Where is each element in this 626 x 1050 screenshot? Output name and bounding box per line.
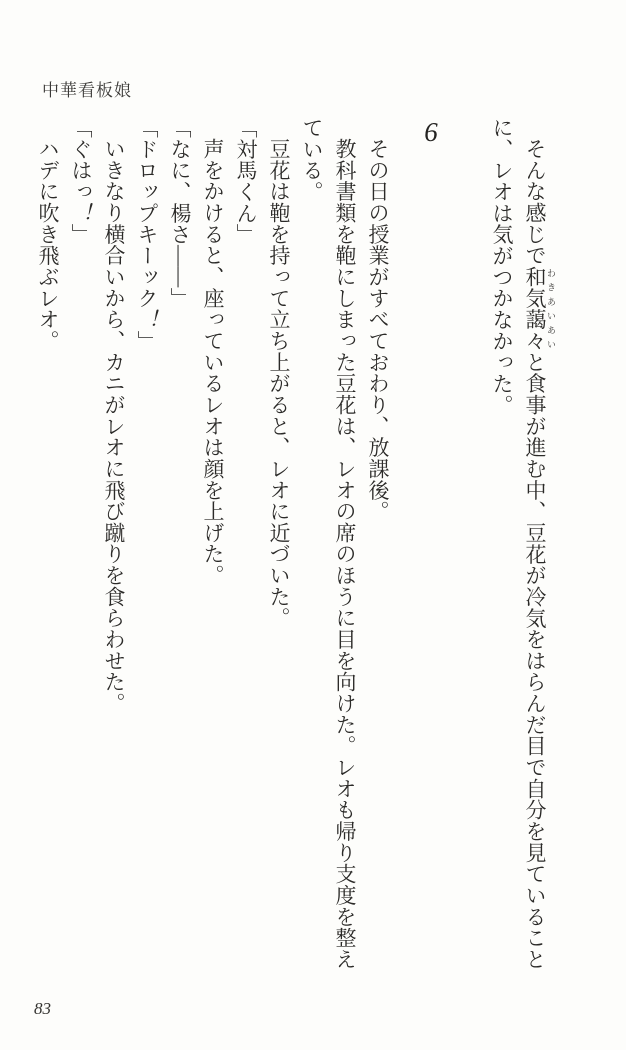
text-segment: 「なに、楊さ――」 [168,117,192,309]
chapter-number: 6 [416,117,446,148]
text-segment: 豆花は鞄を持って立ち上がると、レオに近づいた。 [267,138,291,629]
text-segment: 「対馬くん」 [234,117,258,245]
narration-line [361,117,394,972]
ruby-annotated-text [523,265,556,352]
dialogue-line [229,117,262,972]
narration-line [97,117,130,972]
dialogue-line [64,117,97,972]
text-segment: 「ドロップキーック [135,117,159,309]
text-segment: 教科書類を鞄にしまった豆花は、レオの席のほうに目を向けた。レオも帰り支度を整えている。 [300,117,357,970]
dialogue-line [130,117,163,972]
text-segment: 「ぐはっ [69,117,93,203]
running-header-title: 中華看板娘 [42,81,132,100]
text-segment: ！ [135,308,159,331]
ruby-reading: わきあいあい [546,265,556,352]
text-segment: 」 [135,330,159,352]
narration-line [485,117,556,972]
text-segment: 声をかけると、座っているレオは顔を上げた。 [201,138,225,586]
ruby-base: 和気藹々 [523,265,547,352]
narration-line [295,117,361,972]
page-body [31,117,556,972]
text-segment: ！ [69,202,93,224]
page-number: 83 [34,999,51,1018]
narration-line [196,117,229,972]
text-segment: ハデに吹き飛ぶレオ。 [36,138,60,352]
text-segment: と食事が進む中、豆花が冷気をはらんだ目で自分を見ていることに、レオは気がつかなかった。 [490,117,547,970]
text-segment: その日の授業がすべておわり、放課後。 [366,138,390,522]
text-segment: 」 [69,223,93,246]
text-segment: いきなり横合いから、カニがレオに飛び蹴りを食らわせた。 [102,138,126,714]
text-segment: そんな感じで [523,138,547,266]
narration-line [31,117,64,972]
narration-line [262,117,295,972]
dialogue-line [163,117,196,972]
